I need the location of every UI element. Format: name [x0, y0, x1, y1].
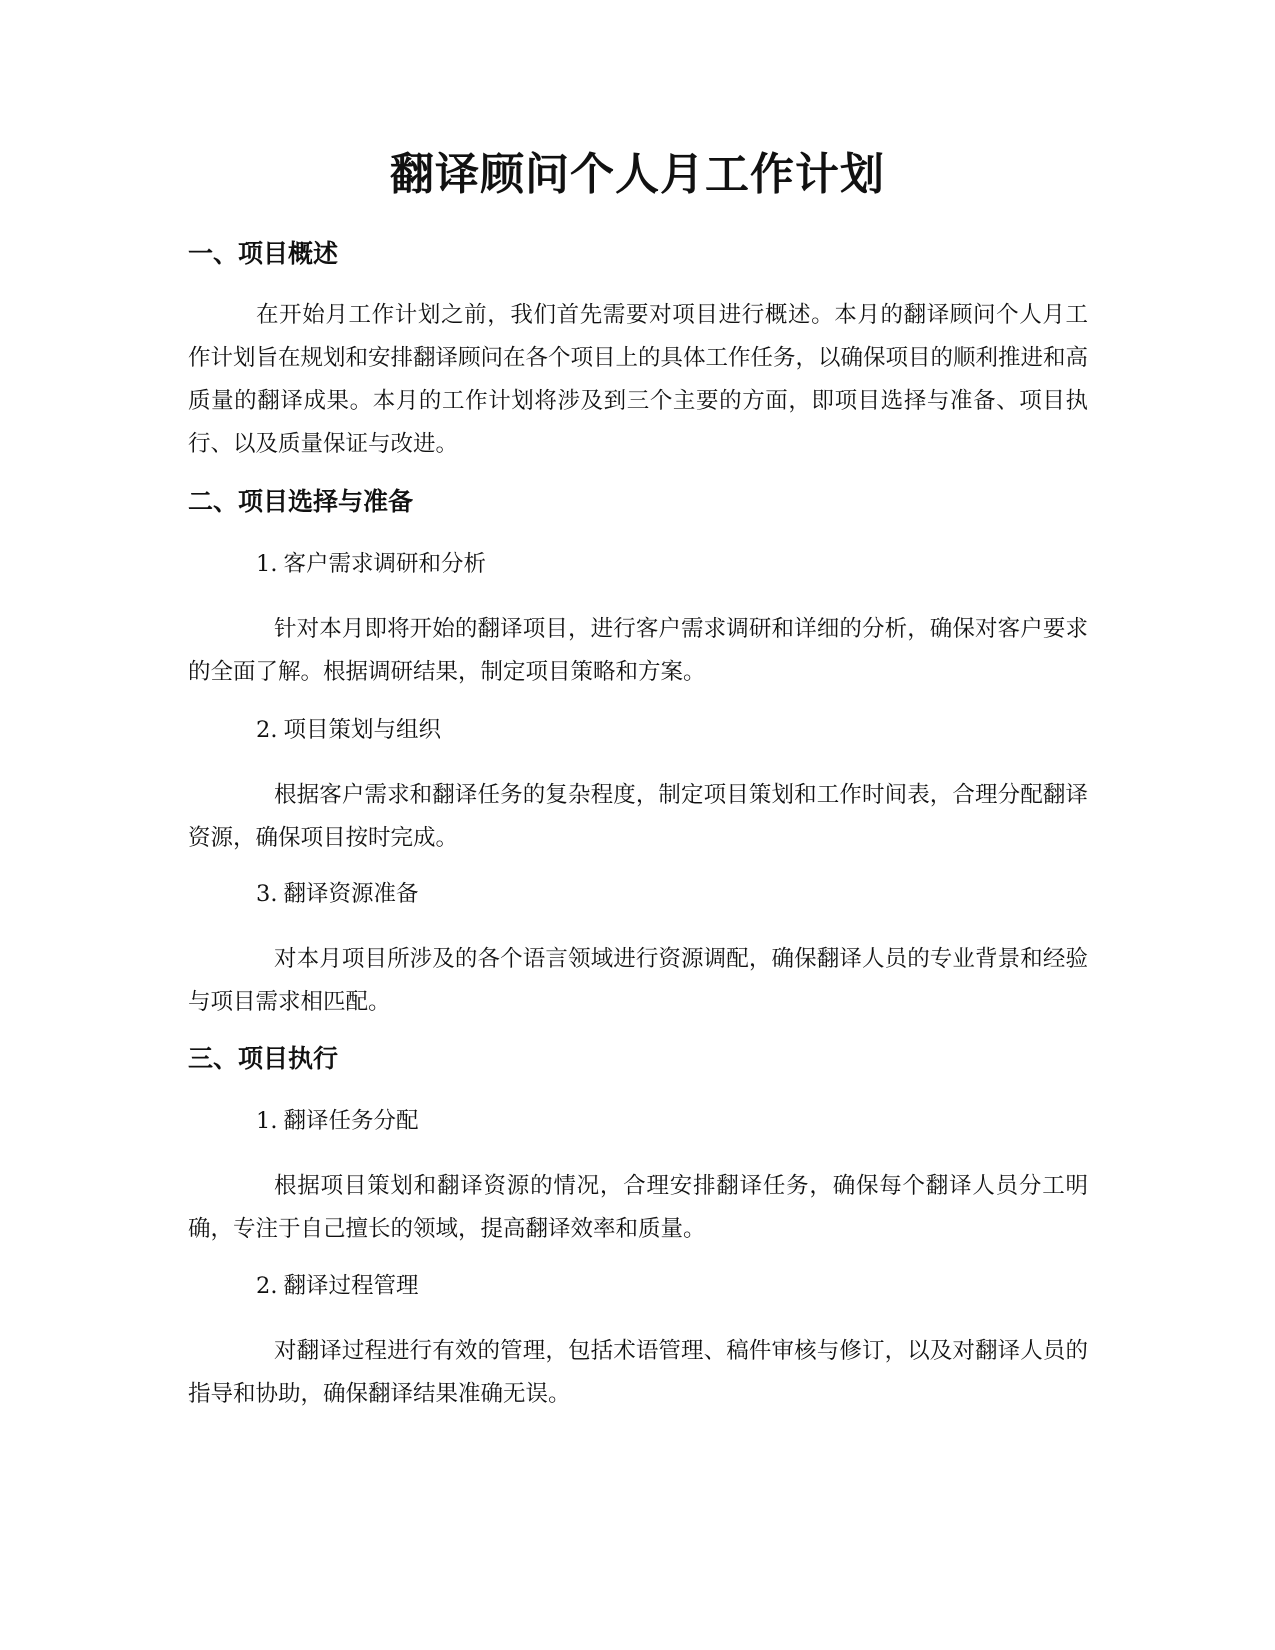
list-item-heading	[256, 712, 441, 748]
list-item-body: 根据客户需求和翻译任务的复杂程度，制定项目策划和工作时间表，合理分配翻译资源，确保项目按时完成。	[188, 782, 1088, 851]
list-item-body: 对本月项目所涉及的各个语言领域进行资源调配，确保翻译人员的专业背景和经验与项目需求相匹配。	[188, 946, 1088, 1015]
list-item-body: 针对本月即将开始的翻译项目，进行客户需求调研和详细的分析，确保对客户要求的全面了解。根据调研结果，制定项目策略和方案。	[188, 616, 1088, 685]
list-item-heading	[256, 1268, 418, 1304]
section-body-overview: 在开始月工作计划之前，我们首先需要对项目进行概述。本月的翻译顾问个人月工作计划旨在规划和安排翻译顾问在各个项目上的具体工作任务，以确保项目的顺利推进和高质量的翻译成果。本月的工作计划将涉及到三个主要的方面，即项目选择与准备、项目执行、以及质量保证与改进。	[188, 302, 1089, 457]
list-item-heading	[256, 876, 418, 912]
list-item-title: 客户需求调研和分析	[283, 551, 486, 577]
list-item-title: 翻译过程管理	[283, 1273, 419, 1299]
list-item-body: 根据项目策划和翻译资源的情况，合理安排翻译任务，确保每个翻译人员分工明确，专注于自己擅长的领域，提高翻译效率和质量。	[188, 1173, 1088, 1242]
list-item-heading	[256, 1103, 418, 1139]
list-item-body: 对翻译过程进行有效的管理，包括术语管理、稿件审核与修订，以及对翻译人员的指导和协助，确保翻译结果准确无误。	[188, 1338, 1088, 1407]
document-title: 翻译顾问个人月工作计划	[390, 149, 885, 200]
list-item-number: 1.	[256, 551, 278, 577]
list-item-title: 翻译任务分配	[283, 1108, 419, 1134]
list-item-title: 项目策划与组织	[283, 717, 441, 743]
section-heading-overview: 一、项目概述	[188, 239, 339, 268]
list-item-number: 2.	[256, 717, 278, 743]
section-heading-preparation: 二、项目选择与准备	[188, 487, 414, 516]
section-heading-execution: 三、项目执行	[188, 1044, 339, 1073]
list-item-number: 1.	[256, 1108, 278, 1134]
list-item-heading	[256, 546, 486, 582]
list-item-number: 2.	[256, 1273, 278, 1299]
list-item-title: 翻译资源准备	[283, 881, 419, 907]
list-item-number: 3.	[256, 881, 278, 907]
